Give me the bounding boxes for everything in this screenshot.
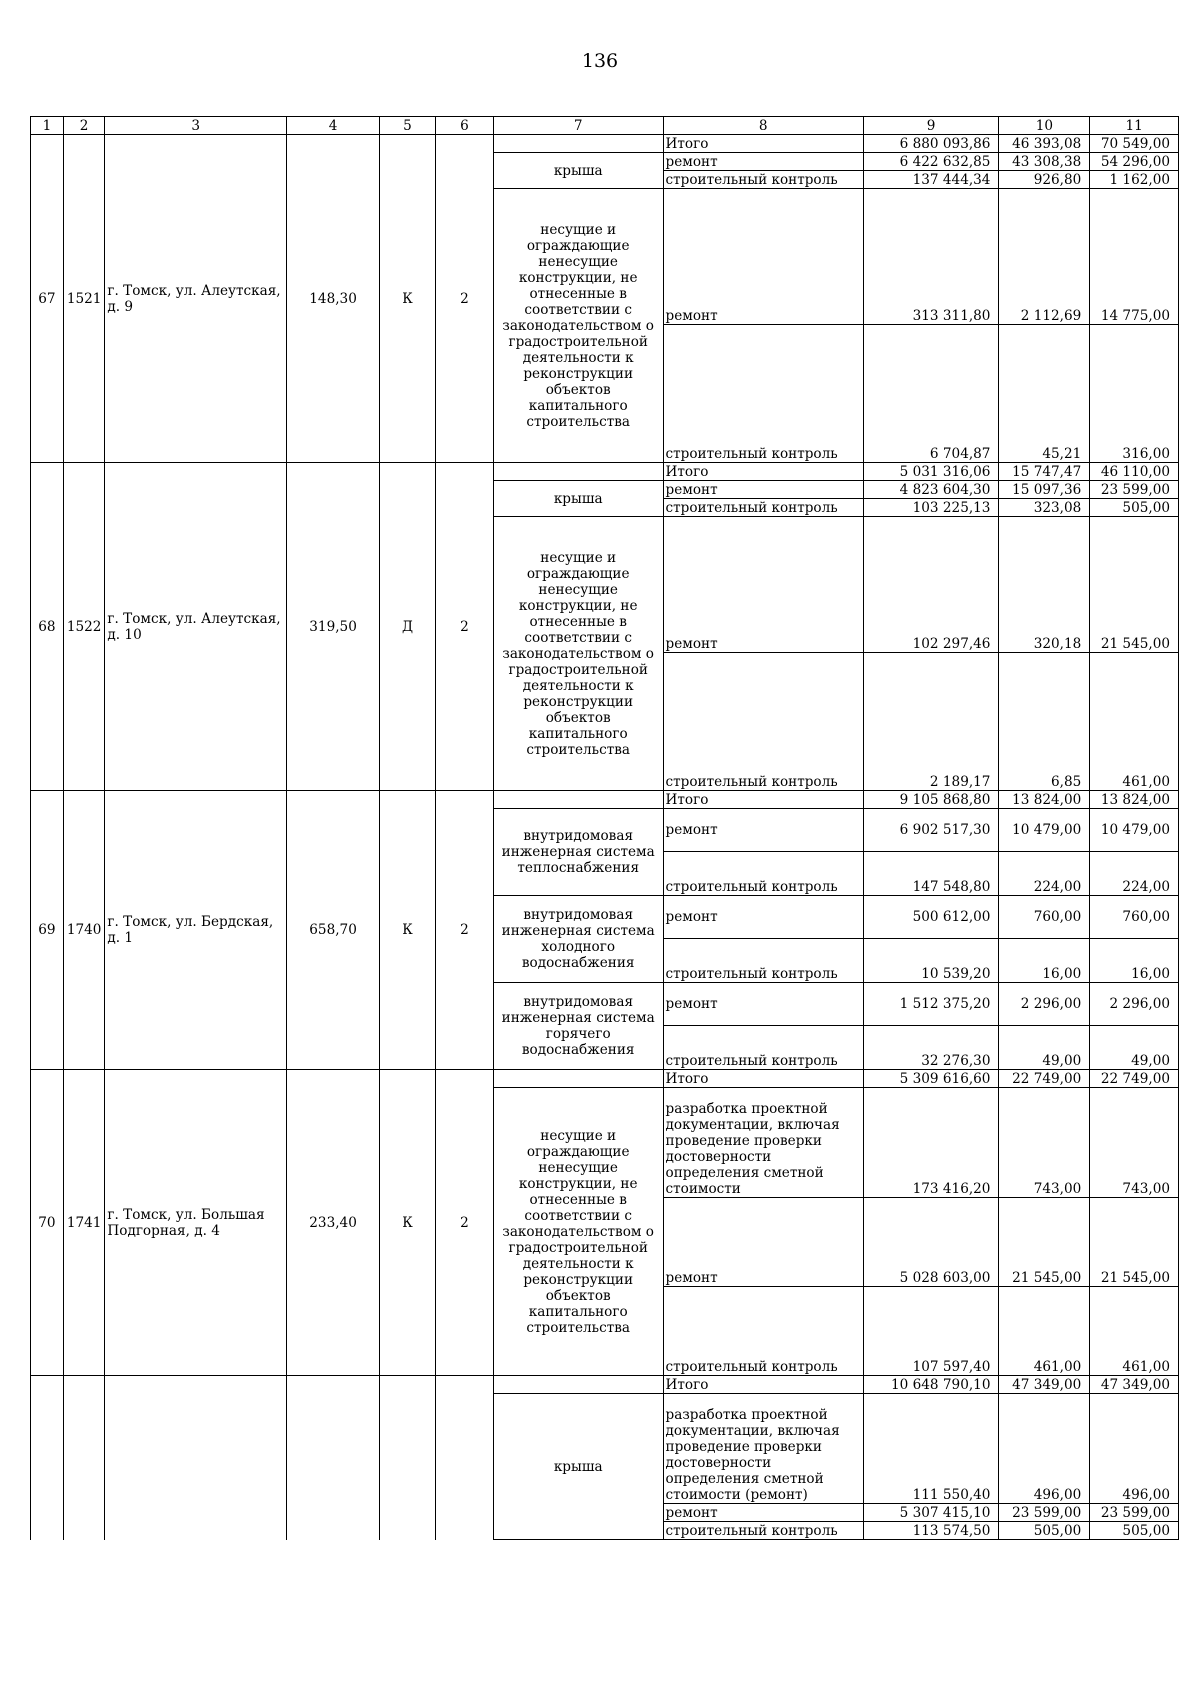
work-type: строительный контроль	[663, 1026, 863, 1070]
cost-per-sqm: 224,00	[999, 852, 1090, 896]
cost-limit: 496,00	[1090, 1394, 1179, 1504]
cost-total: 1 512 375,20	[863, 983, 999, 1026]
system-name: внутридомовая инженерная система горячего водоснабжения	[493, 983, 663, 1070]
cost-limit: 2 296,00	[1090, 983, 1179, 1026]
cost-total: 113 574,50	[863, 1522, 999, 1540]
house-code: 1741	[63, 1070, 105, 1376]
cost-total: 9 105 868,80	[863, 791, 999, 809]
house-code	[63, 1376, 105, 1540]
work-type: строительный контроль	[663, 325, 863, 463]
system-name: несущие и ограждающие ненесущие конструкции, не отнесенные в соответствии с законодательством о градостроительной деятельности к реконструкции объектов капитального строительства	[493, 517, 663, 791]
system-name: крыша	[493, 481, 663, 517]
cost-per-sqm: 46 393,08	[999, 135, 1090, 153]
work-type: ремонт	[663, 481, 863, 499]
cost-limit: 760,00	[1090, 896, 1179, 939]
cost-limit: 10 479,00	[1090, 809, 1179, 852]
house-area: 148,30	[287, 135, 380, 463]
work-type: строительный контроль	[663, 1287, 863, 1376]
cost-total: 500 612,00	[863, 896, 999, 939]
work-type: строительный контроль	[663, 499, 863, 517]
row-number: 67	[31, 135, 64, 463]
cost-limit: 1 162,00	[1090, 171, 1179, 189]
work-type: разработка проектной документации, включая проведение проверки достоверности определения сметной стоимости (ремонт)	[663, 1394, 863, 1504]
house-year	[435, 1376, 493, 1540]
work-type: строительный контроль	[663, 171, 863, 189]
col-header: 2	[63, 117, 105, 135]
cost-per-sqm: 760,00	[999, 896, 1090, 939]
work-type: ремонт	[663, 983, 863, 1026]
page-number: 136	[581, 50, 619, 72]
cost-total: 2 189,17	[863, 653, 999, 791]
cost-limit: 21 545,00	[1090, 517, 1179, 653]
cost-limit: 23 599,00	[1090, 481, 1179, 499]
work-type: ремонт	[663, 517, 863, 653]
system-cell-empty	[493, 1070, 663, 1088]
cost-per-sqm: 45,21	[999, 325, 1090, 463]
work-type: строительный контроль	[663, 939, 863, 983]
work-type: ремонт	[663, 189, 863, 325]
cost-limit: 224,00	[1090, 852, 1179, 896]
cost-limit: 21 545,00	[1090, 1198, 1179, 1287]
cost-total: 102 297,46	[863, 517, 999, 653]
col-header: 11	[1090, 117, 1179, 135]
cost-total: 4 823 604,30	[863, 481, 999, 499]
cost-total: 313 311,80	[863, 189, 999, 325]
work-type: разработка проектной документации, включая проведение проверки достоверности определения сметной стоимости	[663, 1088, 863, 1198]
cost-limit: 461,00	[1090, 653, 1179, 791]
work-type: Итого	[663, 791, 863, 809]
table-row	[31, 135, 1179, 153]
cost-limit: 46 110,00	[1090, 463, 1179, 481]
house-code: 1521	[63, 135, 105, 463]
cost-limit: 13 824,00	[1090, 791, 1179, 809]
house-address: г. Томск, ул. Алеутская, д. 9	[105, 135, 287, 463]
house-area	[287, 1376, 380, 1540]
house-area: 233,40	[287, 1070, 380, 1376]
cost-total: 5 307 415,10	[863, 1504, 999, 1522]
house-area: 319,50	[287, 463, 380, 791]
house-type: К	[380, 135, 436, 463]
work-type: ремонт	[663, 1504, 863, 1522]
cost-limit: 47 349,00	[1090, 1376, 1179, 1394]
header-row	[31, 117, 1179, 135]
cost-per-sqm: 496,00	[999, 1394, 1090, 1504]
cost-total: 137 444,34	[863, 171, 999, 189]
work-type: ремонт	[663, 896, 863, 939]
system-name: внутридомовая инженерная система холодного водоснабжения	[493, 896, 663, 983]
work-type: ремонт	[663, 153, 863, 171]
cost-total: 5 309 616,60	[863, 1070, 999, 1088]
cost-per-sqm: 320,18	[999, 517, 1090, 653]
row-number: 69	[31, 791, 64, 1070]
cost-per-sqm: 47 349,00	[999, 1376, 1090, 1394]
cost-total: 103 225,13	[863, 499, 999, 517]
house-type: К	[380, 791, 436, 1070]
cost-per-sqm: 6,85	[999, 653, 1090, 791]
work-type: строительный контроль	[663, 653, 863, 791]
capital-repair-table	[30, 116, 1179, 1540]
house-code: 1740	[63, 791, 105, 1070]
cost-per-sqm: 22 749,00	[999, 1070, 1090, 1088]
cost-limit: 14 775,00	[1090, 189, 1179, 325]
system-cell-empty	[493, 135, 663, 153]
house-code: 1522	[63, 463, 105, 791]
house-type: К	[380, 1070, 436, 1376]
table-row	[31, 791, 1179, 809]
house-address: г. Томск, ул. Бердская, д. 1	[105, 791, 287, 1070]
cost-total: 10 648 790,10	[863, 1376, 999, 1394]
house-address: г. Томск, ул. Алеутская, д. 10	[105, 463, 287, 791]
work-type: Итого	[663, 463, 863, 481]
house-address: г. Томск, ул. Большая Подгорная, д. 4	[105, 1070, 287, 1376]
house-year: 2	[435, 791, 493, 1070]
system-name: крыша	[493, 1394, 663, 1540]
cost-per-sqm: 21 545,00	[999, 1198, 1090, 1287]
cost-total: 10 539,20	[863, 939, 999, 983]
table-row	[31, 1070, 1179, 1088]
col-header: 9	[863, 117, 999, 135]
cost-total: 32 276,30	[863, 1026, 999, 1070]
cost-per-sqm: 15 747,47	[999, 463, 1090, 481]
cost-per-sqm: 23 599,00	[999, 1504, 1090, 1522]
cost-limit: 49,00	[1090, 1026, 1179, 1070]
system-cell-empty	[493, 463, 663, 481]
cost-limit: 461,00	[1090, 1287, 1179, 1376]
house-year: 2	[435, 135, 493, 463]
house-address	[105, 1376, 287, 1540]
cost-total: 6 880 093,86	[863, 135, 999, 153]
cost-limit: 505,00	[1090, 1522, 1179, 1540]
house-type	[380, 1376, 436, 1540]
cost-per-sqm: 13 824,00	[999, 791, 1090, 809]
cost-per-sqm: 15 097,36	[999, 481, 1090, 499]
work-type: Итого	[663, 1070, 863, 1088]
cost-limit: 505,00	[1090, 499, 1179, 517]
system-name: несущие и ограждающие ненесущие конструкции, не отнесенные в соответствии с законодательством о градостроительной деятельности к реконструкции объектов капитального строительства	[493, 189, 663, 463]
col-header: 7	[493, 117, 663, 135]
cost-total: 111 550,40	[863, 1394, 999, 1504]
system-cell-empty	[493, 791, 663, 809]
col-header: 6	[435, 117, 493, 135]
work-type: Итого	[663, 1376, 863, 1394]
system-name: внутридомовая инженерная система теплоснабжения	[493, 809, 663, 896]
work-type: строительный контроль	[663, 852, 863, 896]
cost-limit: 16,00	[1090, 939, 1179, 983]
row-number	[31, 1376, 64, 1540]
cost-per-sqm: 10 479,00	[999, 809, 1090, 852]
cost-per-sqm: 16,00	[999, 939, 1090, 983]
cost-total: 147 548,80	[863, 852, 999, 896]
col-header: 8	[663, 117, 863, 135]
cost-total: 107 597,40	[863, 1287, 999, 1376]
system-name: крыша	[493, 153, 663, 189]
cost-per-sqm: 323,08	[999, 499, 1090, 517]
cost-limit: 23 599,00	[1090, 1504, 1179, 1522]
cost-total: 5 031 316,06	[863, 463, 999, 481]
house-year: 2	[435, 463, 493, 791]
work-type: Итого	[663, 135, 863, 153]
cost-per-sqm: 2 112,69	[999, 189, 1090, 325]
work-type: ремонт	[663, 809, 863, 852]
col-header: 5	[380, 117, 436, 135]
work-type: строительный контроль	[663, 1522, 863, 1540]
col-header: 10	[999, 117, 1090, 135]
cost-per-sqm: 926,80	[999, 171, 1090, 189]
cost-total: 6 422 632,85	[863, 153, 999, 171]
cost-limit: 70 549,00	[1090, 135, 1179, 153]
cost-total: 173 416,20	[863, 1088, 999, 1198]
cost-per-sqm: 2 296,00	[999, 983, 1090, 1026]
cost-limit: 743,00	[1090, 1088, 1179, 1198]
cost-per-sqm: 743,00	[999, 1088, 1090, 1198]
house-year: 2	[435, 1070, 493, 1376]
table-row	[31, 463, 1179, 481]
cost-limit: 22 749,00	[1090, 1070, 1179, 1088]
system-name: несущие и ограждающие ненесущие конструкции, не отнесенные в соответствии с законодательством о градостроительной деятельности к реконструкции объектов капитального строительства	[493, 1088, 663, 1376]
col-header: 4	[287, 117, 380, 135]
cost-per-sqm: 505,00	[999, 1522, 1090, 1540]
house-area: 658,70	[287, 791, 380, 1070]
system-cell-empty	[493, 1376, 663, 1394]
house-type: Д	[380, 463, 436, 791]
cost-total: 6 704,87	[863, 325, 999, 463]
table-row	[31, 1376, 1179, 1394]
row-number: 70	[31, 1070, 64, 1376]
col-header: 3	[105, 117, 287, 135]
cost-per-sqm: 461,00	[999, 1287, 1090, 1376]
cost-limit: 316,00	[1090, 325, 1179, 463]
cost-total: 6 902 517,30	[863, 809, 999, 852]
cost-per-sqm: 43 308,38	[999, 153, 1090, 171]
cost-limit: 54 296,00	[1090, 153, 1179, 171]
work-type: ремонт	[663, 1198, 863, 1287]
cost-total: 5 028 603,00	[863, 1198, 999, 1287]
col-header: 1	[31, 117, 64, 135]
row-number: 68	[31, 463, 64, 791]
cost-per-sqm: 49,00	[999, 1026, 1090, 1070]
